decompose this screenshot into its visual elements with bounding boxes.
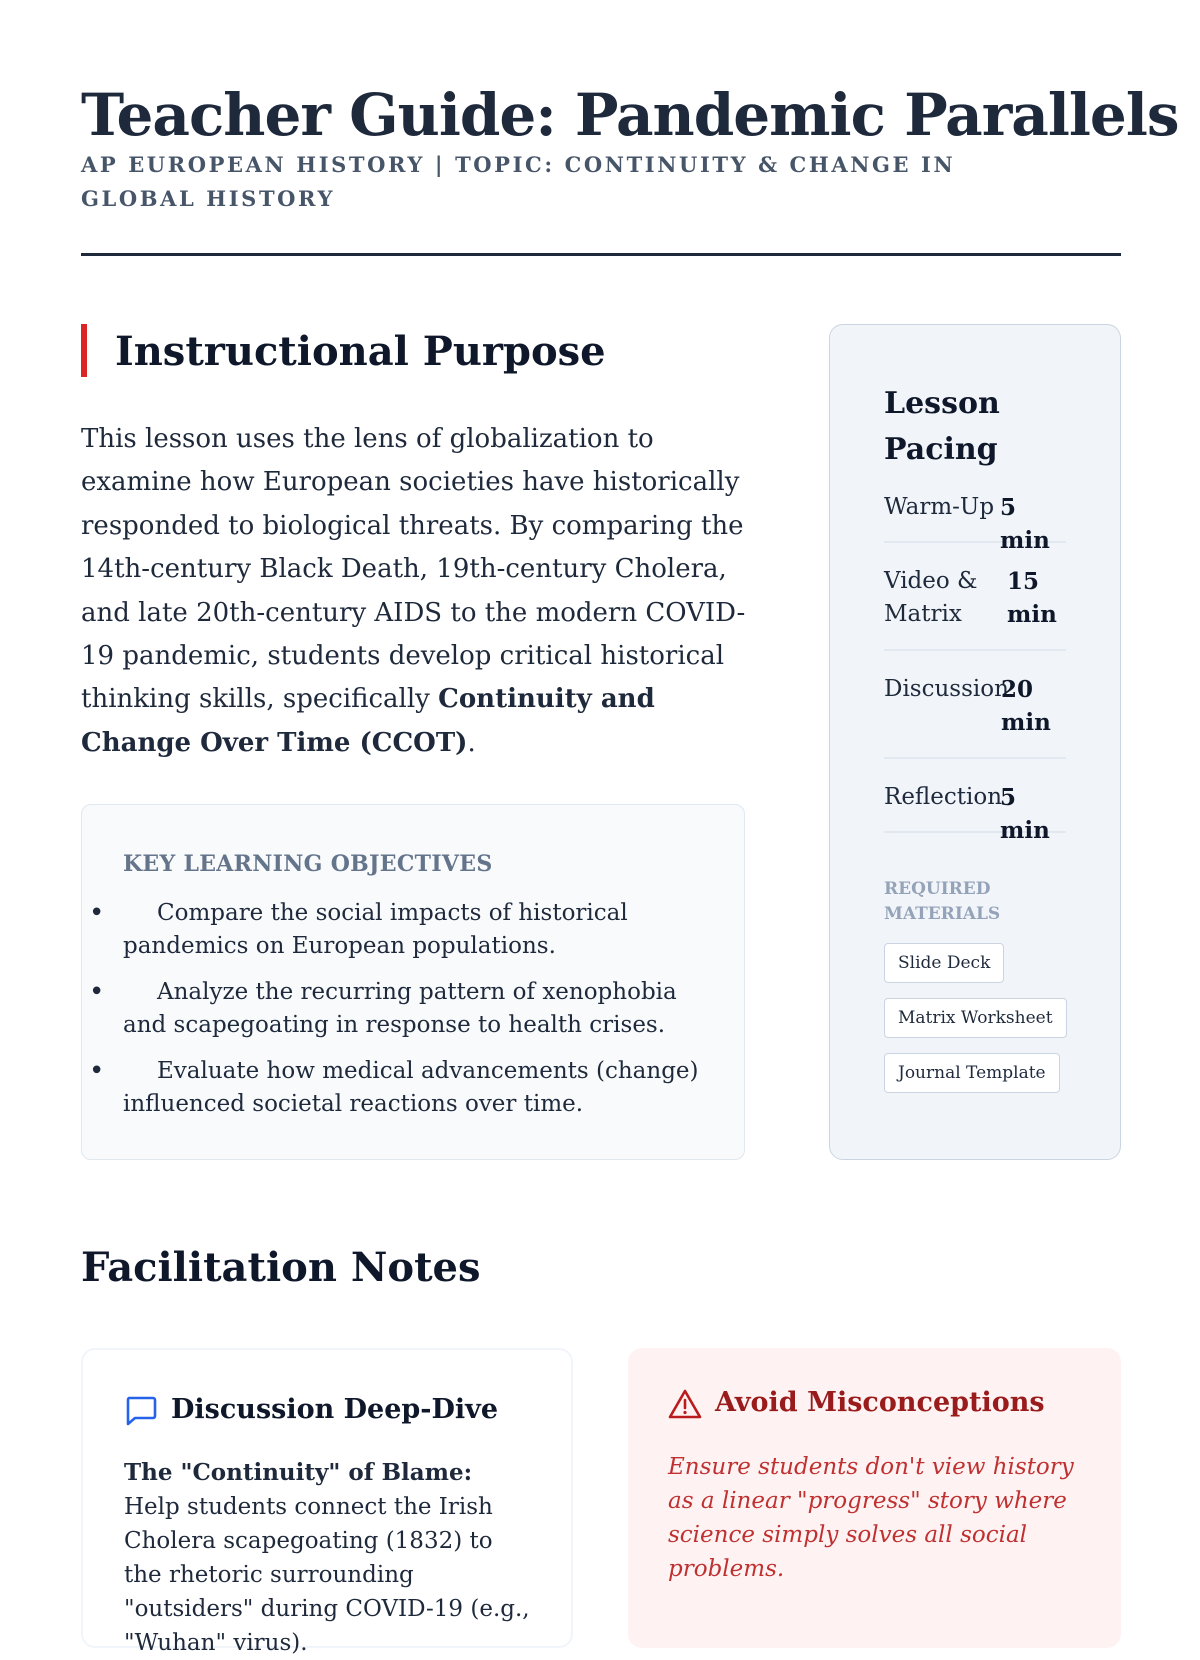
pacing-label: Video & Matrix xyxy=(884,568,978,627)
purpose-paragraph xyxy=(81,418,751,765)
misconceptions-card xyxy=(628,1348,1121,1648)
pacing-time: 5 min xyxy=(1000,784,1050,844)
discussion-card-text xyxy=(124,1456,534,1660)
pacing-label: Discussion xyxy=(884,676,1009,702)
discussion-card xyxy=(81,1348,573,1656)
objectives-label: KEY LEARNING OBJECTIVES xyxy=(123,851,493,877)
objective-item: • Compare the social impacts of historical pandemics on European populations. xyxy=(123,897,713,963)
purpose-text-emphasis: Continuity and Change Over Time (CCOT) xyxy=(81,684,655,758)
misconceptions-card-text: Ensure students don't view history as a linear "progress" story where science simply solves all social problems. xyxy=(668,1454,1074,1582)
discussion-card-emphasis: The "Continuity" of Blame: xyxy=(124,1459,473,1486)
chat-bubble-icon xyxy=(125,1396,157,1426)
pacing-time: 15 min xyxy=(1007,568,1057,628)
objectives-box xyxy=(81,804,745,1160)
instructional-purpose-heading: Instructional Purpose xyxy=(115,328,606,375)
pacing-label: Warm-Up xyxy=(884,494,995,520)
pacing-row xyxy=(884,565,1066,651)
misconceptions-card-title: Avoid Misconceptions xyxy=(715,1387,1045,1418)
material-tag: Matrix Worksheet xyxy=(884,998,1067,1038)
discussion-card-title: Discussion Deep-Dive xyxy=(171,1394,499,1425)
materials-label: REQUIRED MATERIALS xyxy=(884,879,1001,924)
material-tag: Slide Deck xyxy=(884,943,1004,983)
objective-item: • Evaluate how medical advancements (change) influenced societal reactions over time. xyxy=(123,1055,713,1121)
warning-triangle-icon xyxy=(668,1388,702,1420)
page-subtitle: AP EUROPEAN HISTORY | TOPIC: CONTINUITY & CHANGE IN GLOBAL HISTORY xyxy=(81,152,956,211)
page-title: Teacher Guide: Pandemic Parallels xyxy=(81,81,1179,149)
pacing-row xyxy=(884,491,1066,554)
lesson-pacing-sidebar xyxy=(829,324,1121,1160)
header-divider xyxy=(81,253,1121,256)
purpose-text-end: . xyxy=(467,727,476,758)
pacing-time: 5 min xyxy=(1000,494,1050,554)
purpose-text-lead: This lesson uses the lens of globalization to examine how European societies have historically responded to biological threats. By comparing the 14th-century Black Death, 19th-century Cholera, and late 20th-century AIDS to the modern COVID-19 pandemic, students develop critical historical thinking skills, specifically xyxy=(81,424,746,715)
pacing-label: Reflection xyxy=(884,784,1003,810)
objective-item: • Analyze the recurring pattern of xenophobia and scapegoating in response to health crises. xyxy=(123,976,713,1042)
sidebar-title: Lesson Pacing xyxy=(884,386,1000,467)
objectives-list xyxy=(123,897,713,1134)
discussion-card-body: Help students connect the Irish Cholera scapegoating (1832) to the rhetoric surrounding "outsiders" during COVID-19 (e.g., "Wuhan" virus). xyxy=(124,1494,530,1656)
material-tag: Journal Template xyxy=(884,1053,1060,1093)
pacing-time: 20 min xyxy=(1001,676,1051,736)
pacing-row xyxy=(884,673,1066,759)
pacing-row xyxy=(884,781,1066,844)
facilitation-notes-heading: Facilitation Notes xyxy=(81,1244,481,1291)
section-accent-bar xyxy=(81,324,87,377)
